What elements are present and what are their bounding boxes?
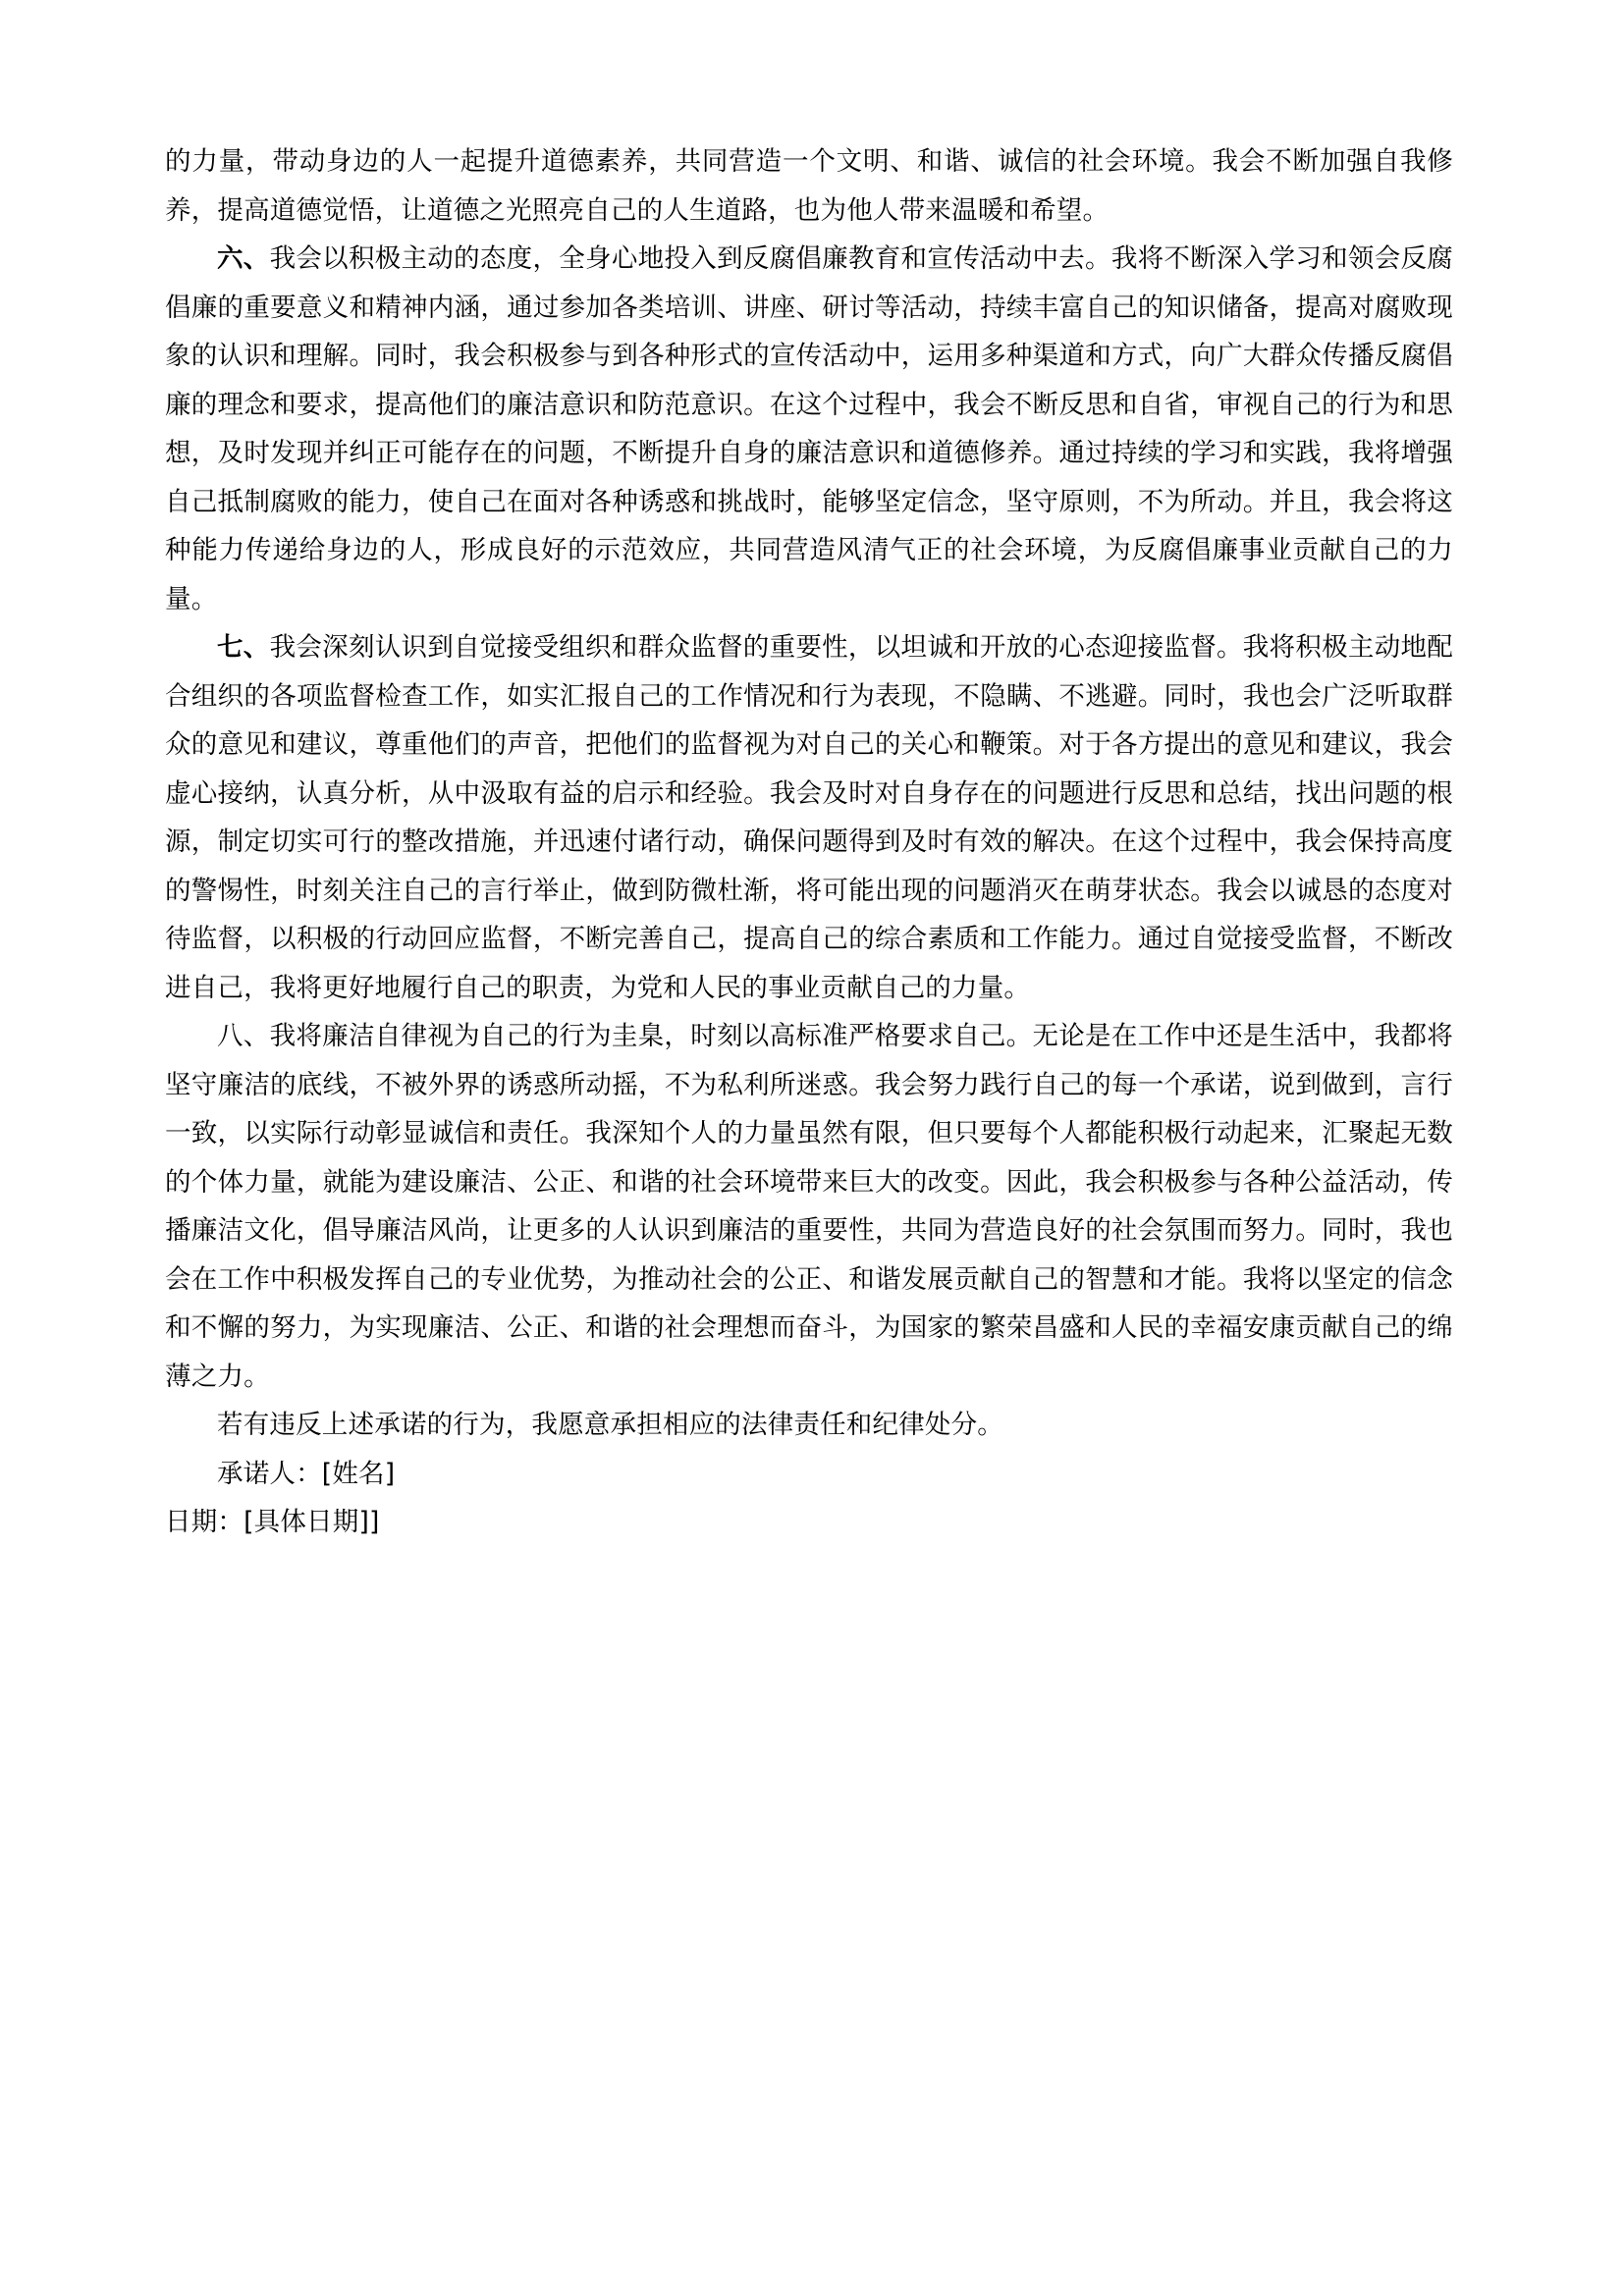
document-body bbox=[165, 137, 1453, 1547]
paragraph-item-eight bbox=[165, 1012, 1453, 1401]
paragraph-item-seven bbox=[165, 623, 1453, 1012]
paragraph-lead-number: 六、 bbox=[217, 243, 270, 274]
signature-promisor-line bbox=[165, 1450, 1453, 1499]
paragraph-text: 的力量，带动身边的人一起提升道德素养，共同营造一个文明、和谐、诚信的社会环境。我会不断加强自我修养，提高道德觉悟，让道德之光照亮自己的人生道路，也为他人带来温暖和希望。 bbox=[165, 146, 1453, 226]
signature-date-line bbox=[165, 1498, 1453, 1547]
signature-date-text: 日期：[具体日期]] bbox=[165, 1507, 380, 1537]
paragraph-lead-number: 七、 bbox=[217, 632, 270, 663]
paragraph-text: 若有违反上述承诺的行为，我愿意承担相应的法律责任和纪律处分。 bbox=[217, 1410, 1003, 1440]
paragraph-text: 我会深刻认识到自觉接受组织和群众监督的重要性，以坦诚和开放的心态迎接监督。我将积极主动地配合组织的各项监督检查工作，如实汇报自己的工作情况和行为表现，不隐瞒、不逃避。同时，我也会广泛听取群众的意见和建议，尊重他们的声音，把他们的监督视为对自己的关心和鞭策。对于各方提出的意见和建议，我会虚心接纳，认真分析，从中汲取有益的启示和经验。我会及时对自身存在的问题进行反思和总结，找出问题的根源，制定切实可行的整改措施，并迅速付诸行动，确保问题得到及时有效的解决。在这个过程中，我会保持高度的警惕性，时刻关注自己的言行举止，做到防微杜渐，将可能出现的问题消灭在萌芽状态。我会以诚恳的态度对待监督，以积极的行动回应监督，不断完善自己，提高自己的综合素质和工作能力。通过自觉接受监督，不断改进自己，我将更好地履行自己的职责，为党和人民的事业贡献自己的力量。 bbox=[165, 632, 1453, 1003]
paragraph-closing-statement bbox=[165, 1401, 1453, 1450]
paragraph-item-six bbox=[165, 235, 1453, 623]
paragraph-text: 八、我将廉洁自律视为自己的行为圭臬，时刻以高标准严格要求自己。无论是在工作中还是生活中，我都将坚守廉洁的底线，不被外界的诱惑所动摇，不为私利所迷惑。我会努力践行自己的每一个承诺，说到做到，言行一致，以实际行动彰显诚信和责任。我深知个人的力量虽然有限，但只要每个人都能积极行动起来，汇聚起无数的个体力量，就能为建设廉洁、公正、和谐的社会环境带来巨大的改变。因此，我会积极参与各种公益活动，传播廉洁文化，倡导廉洁风尚，让更多的人认识到廉洁的重要性，共同为营造良好的社会氛围而努力。同时，我也会在工作中积极发挥自己的专业优势，为推动社会的公正、和谐发展贡献自己的智慧和才能。我将以坚定的信念和不懈的努力，为实现廉洁、公正、和谐的社会理想而奋斗，为国家的繁荣昌盛和人民的幸福安康贡献自己的绵薄之力。 bbox=[165, 1021, 1453, 1392]
paragraph-continued-opening bbox=[165, 137, 1453, 235]
paragraph-text: 我会以积极主动的态度，全身心地投入到反腐倡廉教育和宣传活动中去。我将不断深入学习和领会反腐倡廉的重要意义和精神内涵，通过参加各类培训、讲座、研讨等活动，持续丰富自己的知识储备，提高对腐败现象的认识和理解。同时，我会积极参与到各种形式的宣传活动中，运用多种渠道和方式，向广大群众传播反腐倡廉的理念和要求，提高他们的廉洁意识和防范意识。在这个过程中，我会不断反思和自省，审视自己的行为和思想，及时发现并纠正可能存在的问题，不断提升自身的廉洁意识和道德修养。通过持续的学习和实践，我将增强自己抵制腐败的能力，使自己在面对各种诱惑和挑战时，能够坚定信念，坚守原则，不为所动。并且，我会将这种能力传递给身边的人，形成良好的示范效应，共同营造风清气正的社会环境，为反腐倡廉事业贡献自己的力量。 bbox=[165, 243, 1453, 614]
signature-promisor-text: 承诺人：[姓名] bbox=[217, 1458, 396, 1489]
